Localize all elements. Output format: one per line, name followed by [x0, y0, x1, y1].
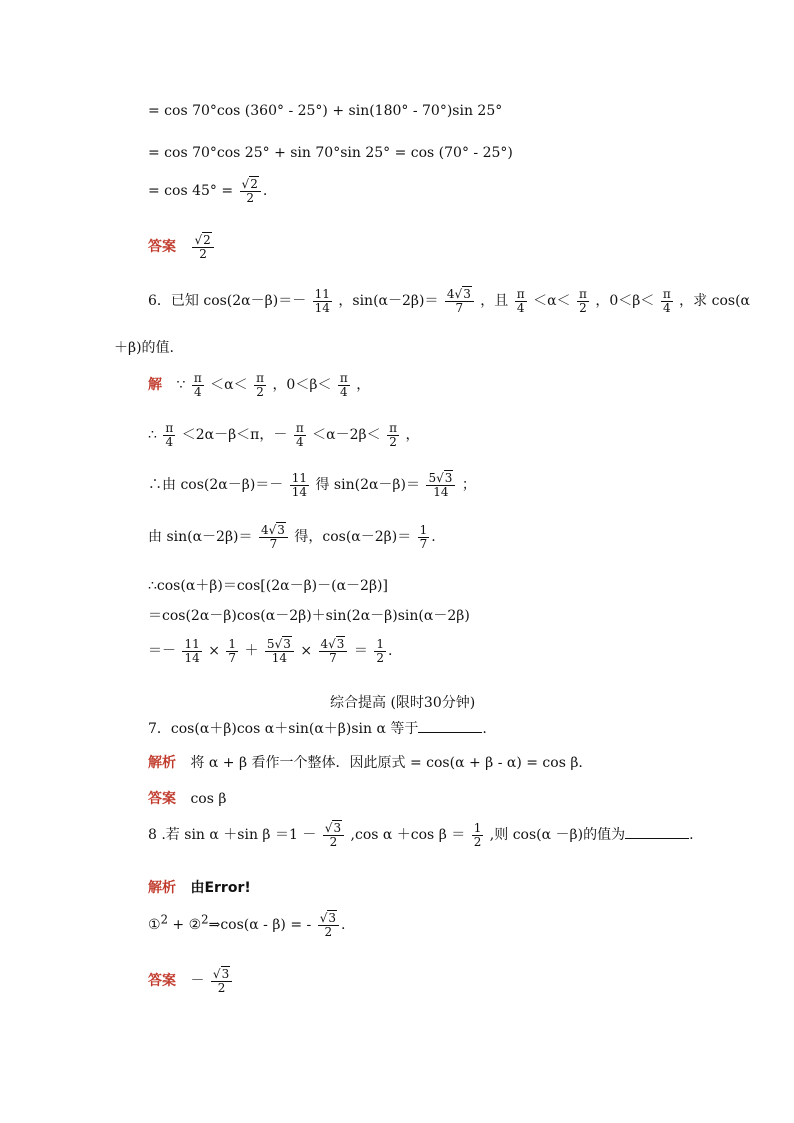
question-7: 7．cos(α＋β)cos α＋sin(α＋β)sin α 等于 . [148, 721, 487, 737]
question-6-cont: ＋β)的值. [114, 340, 175, 356]
answer-line [148, 234, 216, 260]
answer-line: 答案 cos β [148, 791, 227, 807]
analysis-label: 解析 [148, 880, 176, 896]
solution-line: ∴ $\frac{\pi}{4}$ ＜2α－β＜π，－ $\frac{\pi}{4}$ ＜α－2β＜ $\frac{\pi}{2}$ ， [148, 421, 420, 449]
question-8: 8 .若 sin α ＋sin β ＝1 － $\frac{√3}{2}$ ,cos α ＋cos β ＝ $\frac{1}{2}$ ,则 cos(α －β)的值为 . [148, 821, 694, 849]
solution-line: ＝－ $\frac{11}{14}$ × $\frac{1}{7}$ ＋ $\frac{5√3}{14}$ × $\frac{4√3}{7}$ ＝ $\frac{1}{2}$ . [148, 637, 393, 665]
solution-line: = cos 70°cos 25° + sin 70°sin 25° = cos (70° - 25°) [148, 145, 513, 161]
answer-label: 答案 [148, 791, 176, 807]
solution-label: 解 [148, 377, 162, 394]
fraction: $\frac{√2}{2}$ [192, 234, 213, 260]
analysis-label: 解析 [148, 755, 176, 771]
fraction: $\frac{√2}{2}$ [240, 178, 261, 204]
answer-line: 答案 － $\frac{√3}{2}$ [148, 968, 234, 994]
solution-line: 解 ∵ $\frac{\pi}{4}$ ＜α＜ $\frac{\pi}{2}$ ，0＜β＜ $\frac{\pi}{4}$ ， [148, 371, 371, 399]
solution-line: ＝cos(2α－β)cos(α－2β)＋sin(2α－β)sin(α－2β) [148, 608, 470, 624]
solution-line: 由 sin(α－2β)＝ $\frac{4√3}{7}$ 得，cos(α－2β)＝ $\frac{1}{7}$ . [148, 523, 436, 551]
solution-line: = cos 70°cos (360° - 25°) + sin(180° - 70°)sin 25° [148, 103, 503, 119]
solution-line: ∴cos(α＋β)＝cos[(2α－β)－(α－2β)] [148, 578, 388, 594]
answer-label: 答案 [148, 239, 176, 256]
analysis-line: 解析 由Error! [148, 880, 251, 896]
solution-line: = cos 45° = $\frac{√2}{2}$ . [148, 177, 268, 205]
question-6: 6．已知 cos(2α－β)＝－ $\frac{11}{14}$ ，sin(α－2β)＝ $\frac{4√3}{7}$ ，且 $\frac{\pi}{4}$ ＜α＜ $\frac{\pi}{2}$ ，0＜β＜ $\frac{\pi}{4}$ ，求 cos(α [148, 287, 750, 315]
analysis-line: 解析 将 α + β 看作一个整体．因此原式 = cos(α + β - α) = cos β. [148, 755, 583, 771]
section-heading: 综合提高 (限时30分钟) [330, 695, 476, 711]
answer-label: 答案 [148, 973, 176, 990]
solution-line: ①$^2$ + ②$^2$⇒cos(α - β) = - $\frac{√3}{2}$ . [148, 911, 346, 939]
solution-line: ∴由 cos(2α－β)＝－ $\frac{11}{14}$ 得 sin(2α－β)＝ $\frac{5√3}{14}$ ； [148, 471, 476, 499]
